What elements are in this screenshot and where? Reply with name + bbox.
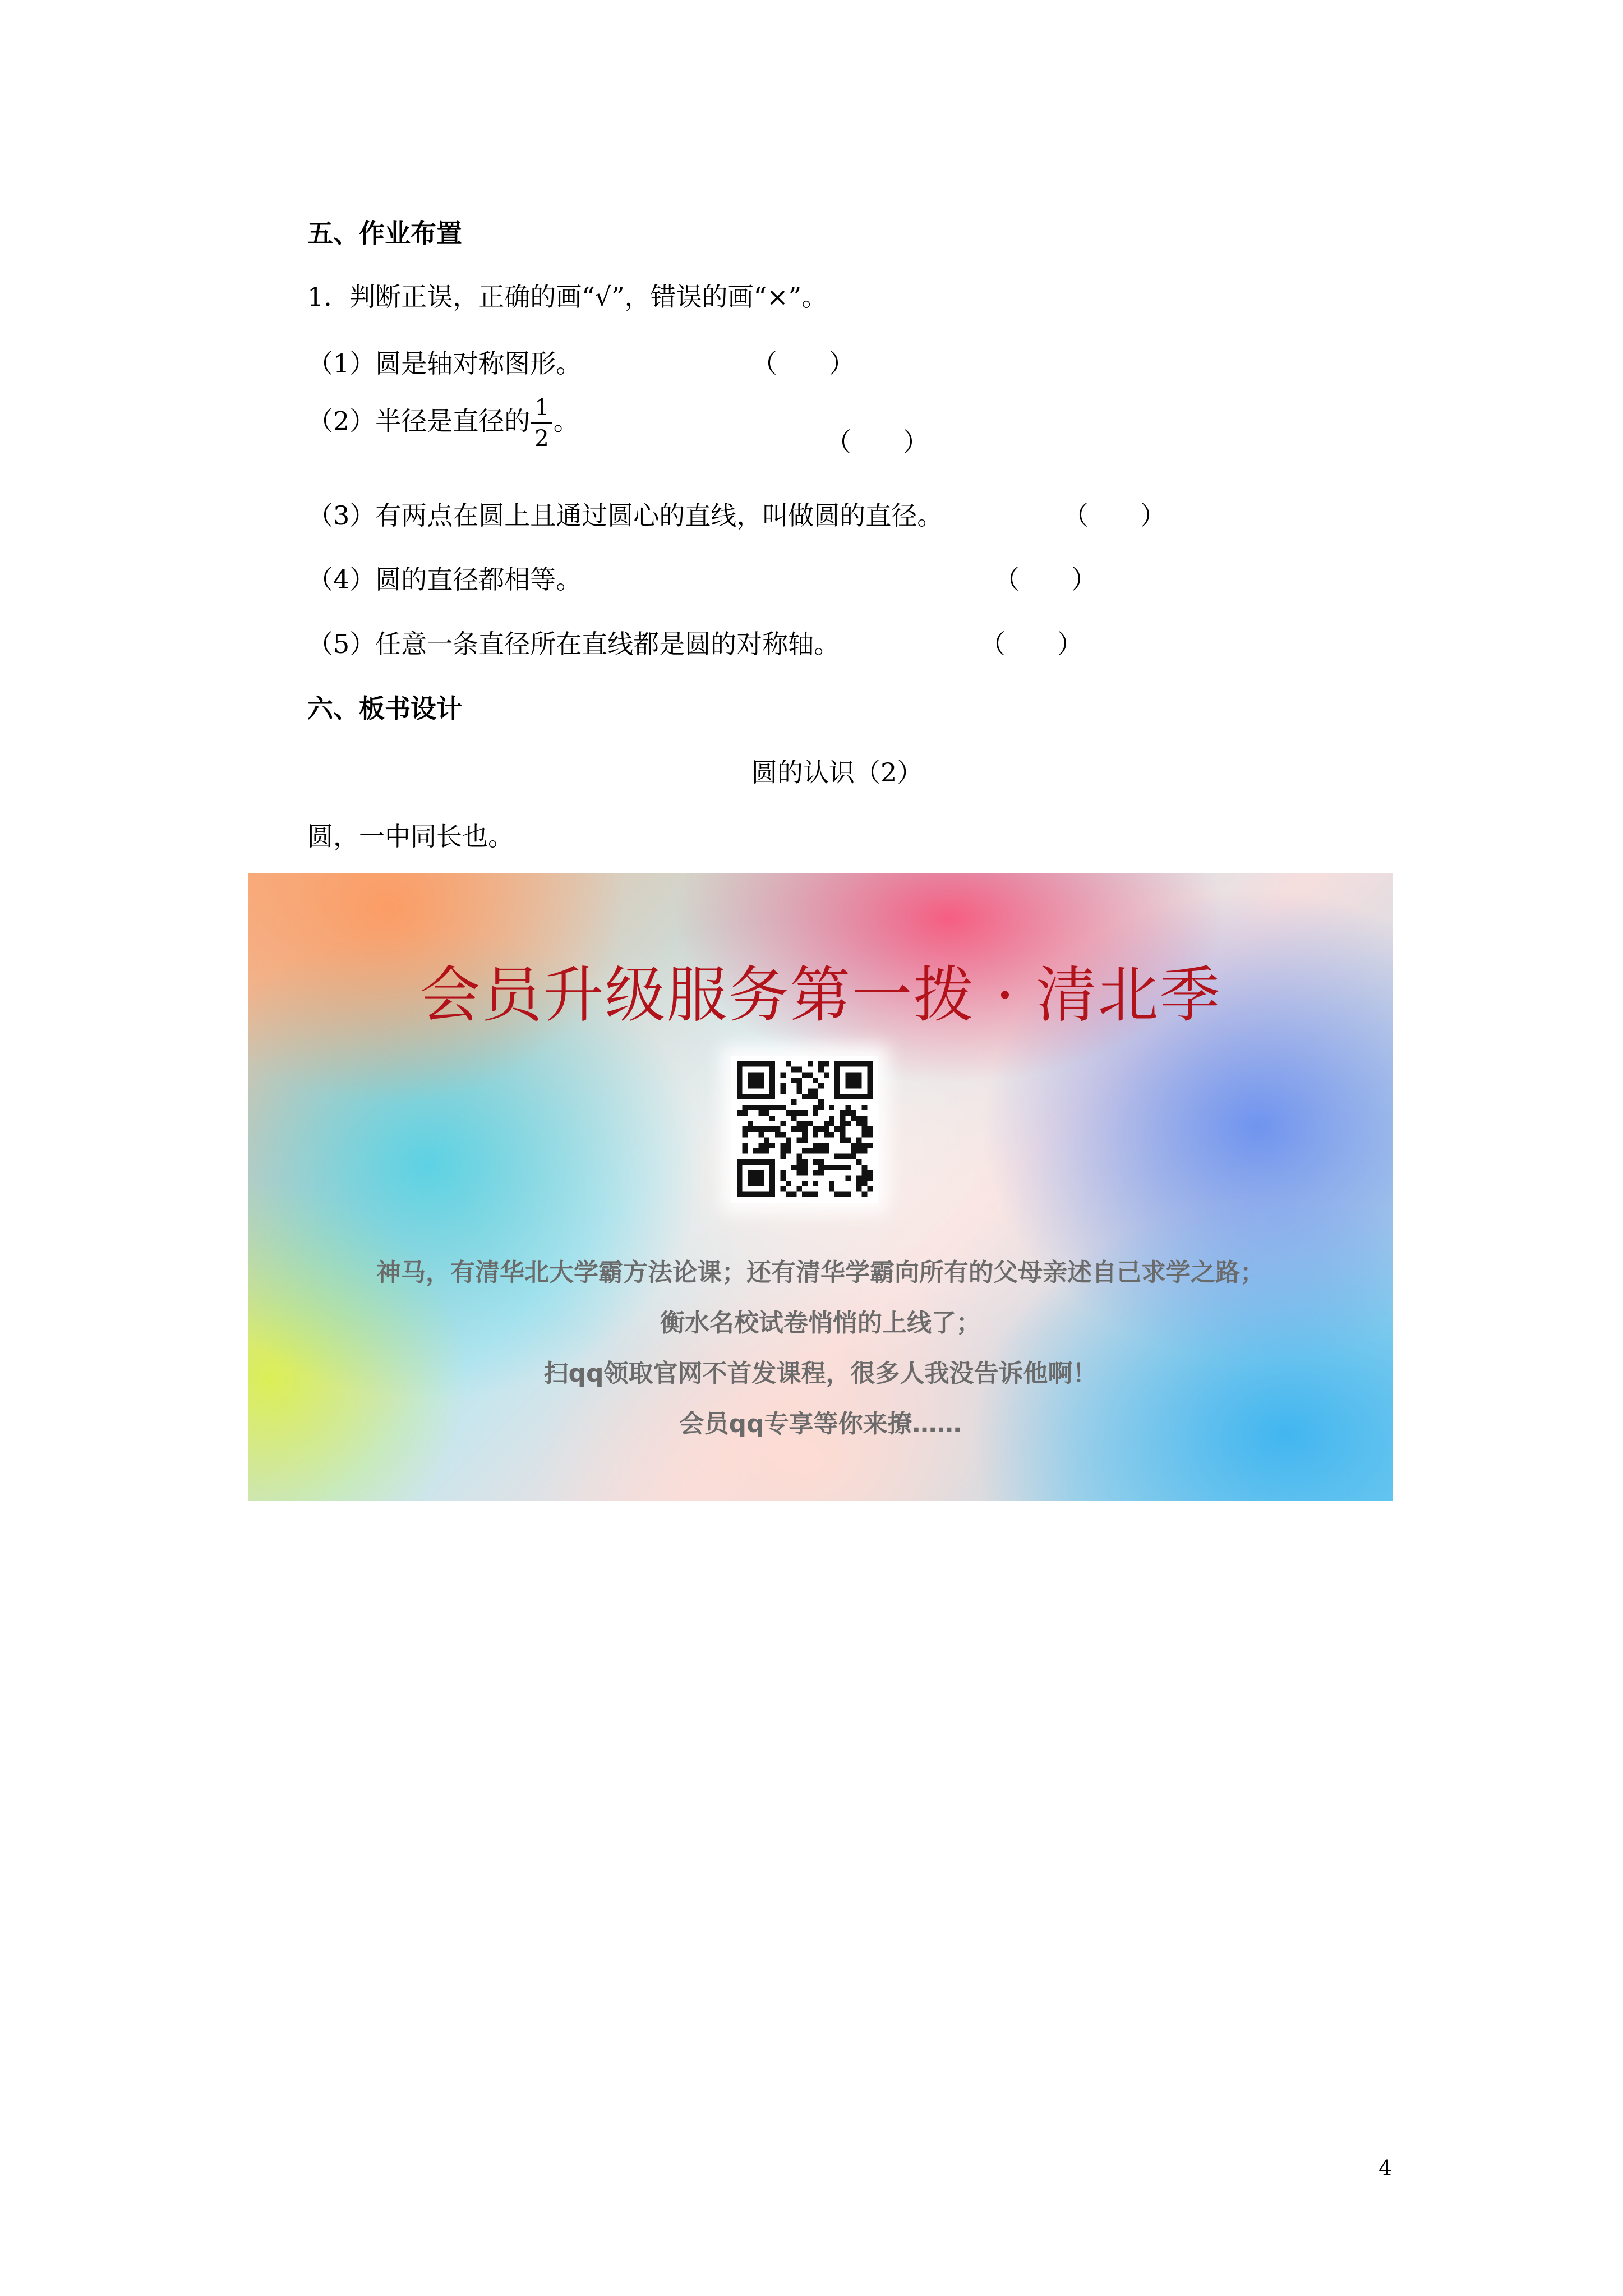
banner-title: 会员升级服务第一拨 · 清北季 [419, 960, 1221, 1030]
answer-blank-3[interactable]: （ ） [1063, 500, 1166, 531]
banner-line-3: 扫qq领取官网不首发课程，很多人我没告诉他啊！ [543, 1359, 1098, 1388]
question-item-3: （3）有两点在圆上且通过圆心的直线，叫做圆的直径。 [307, 500, 943, 531]
banner-line-2: 衡水名校试卷悄悄的上线了； [660, 1309, 981, 1337]
answer-blank-1[interactable]: （ ） [751, 348, 855, 379]
banner-line-1: 神马，有清华北大学霸方法论课；还有清华学霸向所有的父母亲述自己求学之路； [376, 1258, 1265, 1287]
page-number: 4 [1378, 2156, 1393, 2180]
question-item-2-end: 。 [553, 406, 579, 436]
answer-blank-5[interactable]: （ ） [980, 629, 1083, 659]
fraction-one-half [531, 397, 552, 450]
fraction-denominator: 2 [534, 426, 549, 452]
banner-line-4: 会员qq专享等你来撩…… [679, 1410, 962, 1438]
question-item-5: （5）任意一条直径所在直线都是圆的对称轴。 [307, 629, 840, 659]
qr-code-icon[interactable] [731, 1056, 878, 1203]
answer-blank-4[interactable]: （ ） [994, 564, 1097, 595]
question-item-2-text: （2）半径是直径的 [307, 406, 531, 436]
question-item-2 [307, 397, 579, 450]
qr-code-graphic [737, 1061, 873, 1197]
answer-blank-2[interactable]: （ ） [826, 427, 929, 457]
question-item-1: （1）圆是轴对称图形。 [307, 348, 582, 379]
section5-heading: 五、作业布置 [307, 218, 462, 249]
board-title: 圆的认识（2） [751, 757, 923, 788]
question1-text: 1．判断正误，正确的画“√”，错误的画“×”。 [307, 282, 828, 312]
section6-heading: 六、板书设计 [307, 693, 462, 724]
board-text: 圆，一中同长也。 [307, 821, 514, 852]
question-item-4: （4）圆的直径都相等。 [307, 564, 582, 595]
fraction-numerator: 1 [531, 397, 552, 424]
promo-banner[interactable] [248, 873, 1393, 1501]
